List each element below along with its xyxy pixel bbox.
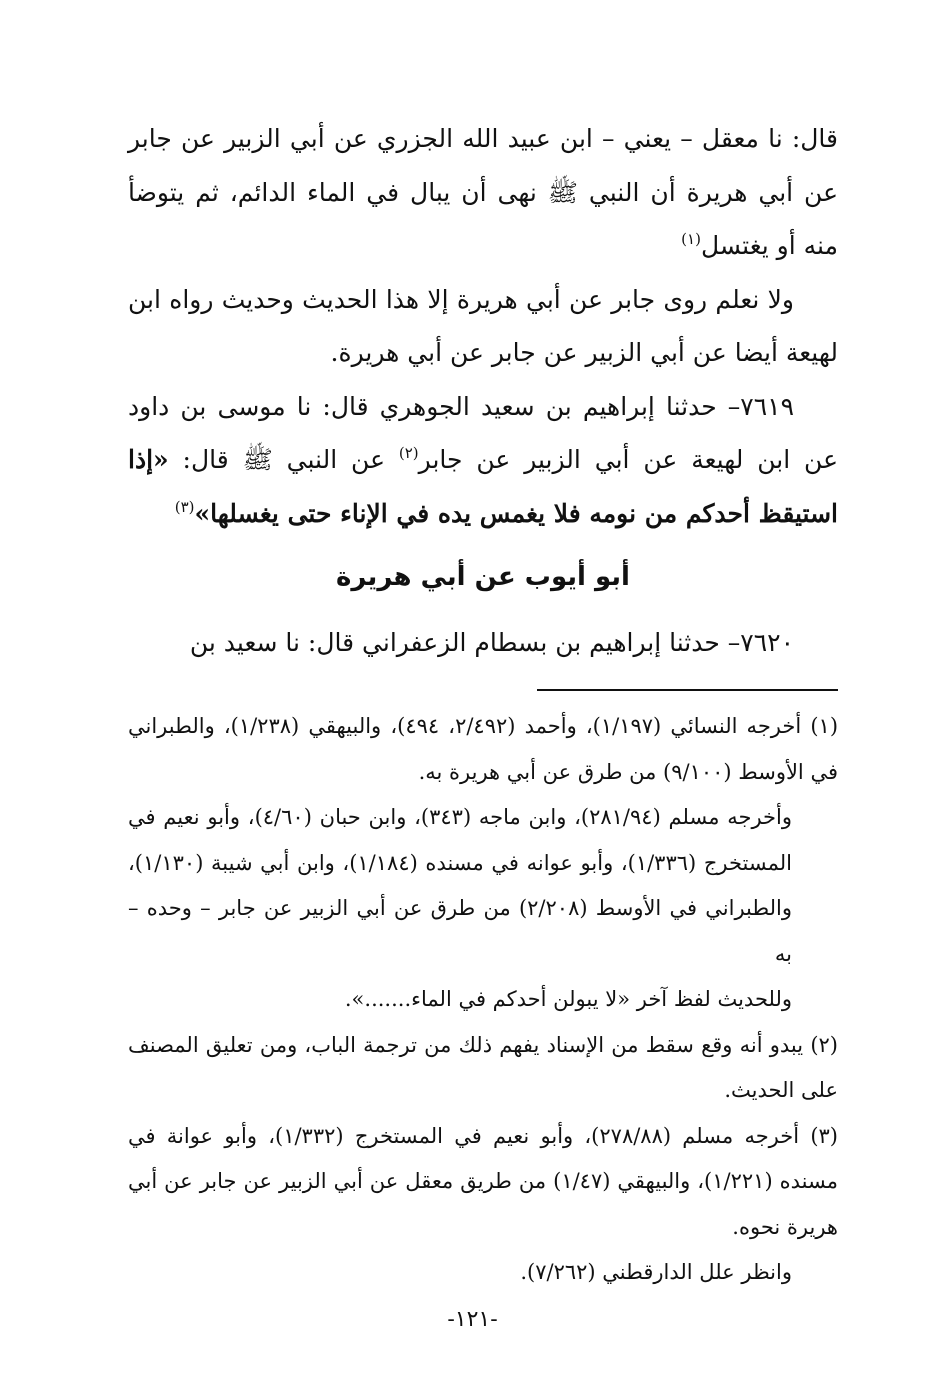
paragraph-1 [128, 112, 838, 273]
footnote-1-line-2: وأخرجه مسلم (٢٨١/٩٤)، وابن ماجه (٣٤٣)، وابن حبان (٤/٦٠)، وأبو نعيم في المستخرج (١/٣٣٦)، وأبو عوانه في مسنده (١/١٨٤)، وابن أبي شيبة (١/١٣٠)، والطبراني في الأوسط (٢/٢٠٨) من طرق عن أبي الزبير عن جابر – وحده – به [128, 805, 792, 966]
paragraph-2 [128, 273, 838, 380]
footnote-3-line-2: وانظر علل الدارقطني (٧/٢٦٢). [520, 1260, 792, 1284]
footnotes [128, 704, 838, 1296]
hadith-7620-text: ٧٦٢٠– حدثنا إبراهيم بن بسطام الزعفراني قال: نا سعيد بن [189, 628, 794, 657]
footnote-2: (٢) يبدو أنه وقع سقط من الإسناد يفهم ذلك من ترجمة الباب، ومن تعليق المصنف على الحديث. [128, 1032, 838, 1102]
footnote-3-line-1: (٣) أخرجه مسلم (٢٧٨/٨٨)، وأبو نعيم في المستخرج (١/٣٣٢)، وأبو عوانة في مسنده (١/٢٢١)، والبيهقي (١/٤٧) من طريق معقل عن أبي الزبير عن جابر عن أبي هريرة نحوه. [128, 1123, 839, 1239]
paragraph-1-text: قال: نا معقل – يعني – ابن عبيد الله الجزري عن أبي الزبير عن جابر عن أبي هريرة أن النبي ﷺ نهى أن يبال في الماء الدائم، ثم يتوضأ منه أو يغتسل [128, 124, 838, 260]
section-heading: أبو أيوب عن أبي هريرة [336, 562, 630, 592]
footnote-ref-2[interactable]: (٢) [398, 444, 419, 462]
hadith-7619 [128, 380, 838, 541]
hadith-7619-matn: «إذا استيقظ أحدكم من نومه فلا يغمس يده في الإناء حتى يغسلها» [128, 445, 838, 528]
main-text [128, 112, 838, 670]
footnote-divider [537, 689, 838, 691]
hadith-7620 [128, 616, 838, 670]
hadith-7619-isnad: ٧٦١٩– حدثنا إبراهيم بن سعيد الجوهري قال: نا موسى بن داود عن ابن لهيعة عن أبي الزبير عن جابر [128, 391, 838, 474]
page-number: -١٢١- [447, 1307, 498, 1332]
hadith-7619-connector: عن النبي ﷺ قال: [168, 445, 399, 474]
footnote-1-line-1: (١) أخرجه النسائي (١/١٩٧)، وأحمد (٢/٤٩٢، ٤٩٤)، والبيهقي (١/٢٣٨)، والطبراني في الأوسط (٩/١٠٠) من طرق عن أبي هريرة به. [128, 714, 839, 784]
footnote-ref-1[interactable]: (١) [681, 230, 701, 248]
footnote-1-line-3: وللحديث لفظ آخر «لا يبولن أحدكم في الماء.......». [344, 987, 792, 1011]
footnote-ref-3[interactable]: (٣) [174, 497, 195, 516]
paragraph-2-text: ولا نعلم روى جابر عن أبي هريرة إلا هذا الحديث وحديث رواه ابن لهيعة أيضا عن أبي الزبير عن جابر عن أبي هريرة. [128, 284, 838, 367]
